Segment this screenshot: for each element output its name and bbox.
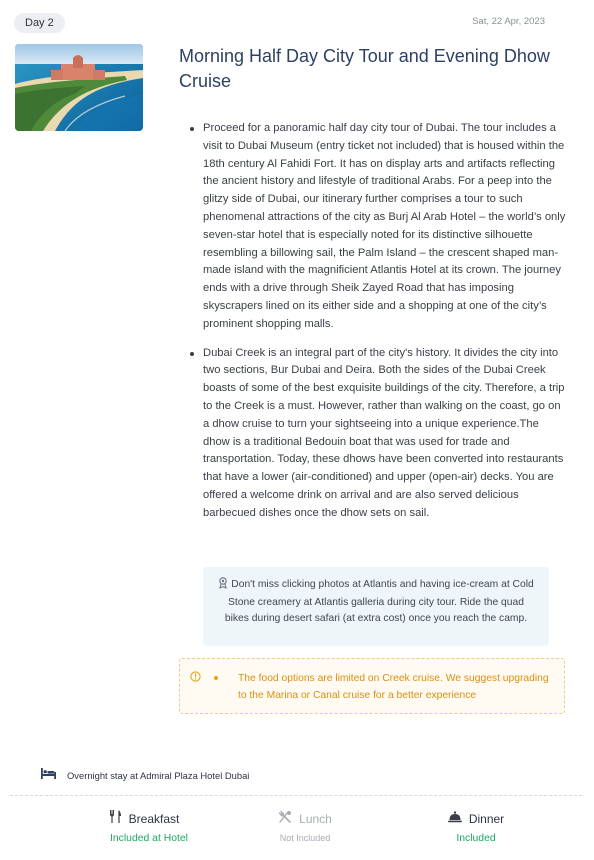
divider (10, 795, 582, 796)
day-badge: Day 2 (14, 13, 65, 33)
meal-breakfast (88, 811, 200, 844)
info-circle-icon (190, 669, 201, 687)
description-item: Proceed for a panoramic half day city tour of Dubai. The tour includes a visit to Dubai Museum (entry ticket not included) that is housed within the 18th century Al Fahidi Fort. It has on display arts and artifacts reflecting the ancient history and lifestyle of traditional Arabs. For a peep into the glitzy side of Dubai, our itinerary further comprises a tour to such phenomenal attractions of the city as Burj Al Arab Hotel – the world’s only seven-star hotel that is especially noted for its distinctive silhouette resembling a billowing sail, the Palm Island – the crescent shaped man-made island with the magnificient Atlantis Hotel at its crown. The journey ends with a drive through Sheik Zayed Road that has imposing skyscrapers lined on its either side and a shopping at one of the city’s prominent shopping malls. (186, 120, 568, 334)
meal-label: Dinner (468, 812, 505, 826)
tip-text: Don't miss clicking photos at Atlantis and having ice-cream at Cold Stone creamery at Atlantis galleria during city tour. Ride the quad bikes during desert safari (at extra cost) once you reach the camp. (224, 579, 534, 624)
tip-box (203, 567, 549, 646)
meal-status: Included at Hotel (110, 833, 188, 844)
day-date: Sat, 22 Apr, 2023 (472, 16, 545, 27)
atlantis-hotel-photo (15, 44, 143, 131)
description-item: Dubai Creek is an integral part of the city's history. It divides the city into two sections, Bur Dubai and Deira. Both the sides of the Dubai Creek boasts of some of the best exquisite buildings of the city. Therefore, a trip to the Creek is a must. However, rather than walking on the coast, go on a dhow cruise to turn your sightseeing into a unique experience.The dhow is a traditional Bedouin boat that was used for trade and transportation. Today, these dhows have been converted into restaurants that have a lower (air-conditioned) and upper (open-air) decks. You are offered a welcome drink on arrival and are also served delicious barbecued dishes once the dhow sets on sail. (186, 345, 568, 523)
meal-status: Not Included (279, 833, 331, 843)
fork-knife-icon (109, 810, 122, 828)
itinerary-image[interactable] (15, 44, 143, 131)
cloche-icon (448, 810, 462, 828)
itinerary-title: Morning Half Day City Tour and Evening Dhow Cruise (179, 46, 550, 91)
meal-lunch (260, 811, 350, 843)
itinerary-description (186, 120, 568, 534)
meal-label: Lunch (299, 812, 332, 826)
meal-label: Breakfast (128, 812, 180, 826)
meal-dinner (436, 811, 516, 844)
fork-knife-crossed-icon (278, 810, 292, 829)
warning-bullet (214, 676, 218, 680)
bed-icon (41, 766, 56, 784)
warning-text: The food options are limited on Creek cruise. We suggest upgrading to the Marina or Canal cruise for a better experience (238, 673, 549, 701)
overnight-stay (41, 767, 249, 783)
award-ribbon-icon (218, 577, 228, 595)
warning-box (179, 658, 565, 714)
meal-status: Included (456, 833, 496, 844)
overnight-stay-text: Overnight stay at Admiral Plaza Hotel Dubai (67, 769, 250, 781)
